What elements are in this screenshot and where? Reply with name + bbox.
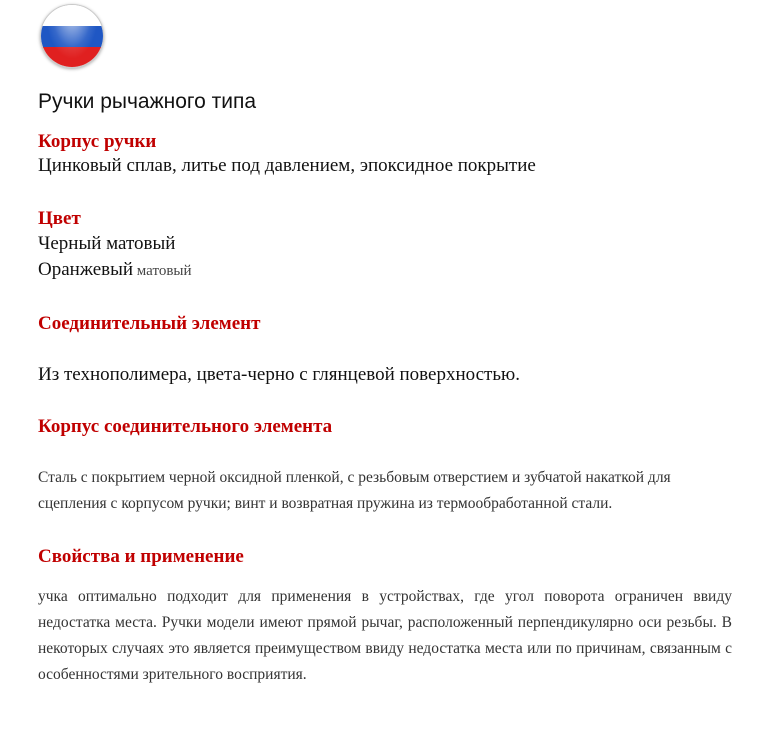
connector-text: Из технополимера, цвета-черно с глянцевой поверхностью. bbox=[38, 364, 520, 385]
section-heading-body: Корпус ручки bbox=[38, 131, 157, 152]
body-material-text: Цинковый сплав, литье под давлением, эпоксидное покрытие bbox=[38, 155, 536, 176]
section-heading-connector-body: Корпус соединительного элемента bbox=[38, 416, 333, 437]
section-heading-connector: Соединительный элемент bbox=[38, 313, 261, 334]
color-option-orange-label: Оранжевый bbox=[38, 259, 134, 280]
russia-flag-icon bbox=[40, 4, 104, 68]
section-heading-color: Цвет bbox=[38, 208, 81, 229]
section-heading-properties: Свойства и применение bbox=[38, 546, 244, 567]
page-title: Ручки рычажного типа bbox=[38, 90, 257, 113]
properties-text: учка оптимально подходит для применения в устройствах, где угол поворота ограничен ввиду недостатка места. Ручки модели имеют прямой рычаг, расположенный перпендикулярно оси резьбы. В некоторых случаях это является преимуществом ввиду недостатка места или по причинам, связанным с особенностями зрительного восприятия. bbox=[38, 588, 732, 683]
connector-body-text: Сталь с покрытием черной оксидной пленкой, с резьбовым отверстием и зубчатой накаткой для сцепления с корпусом ручки; винт и возвратная пружина из термообработанной стали. bbox=[38, 469, 671, 512]
color-option-orange bbox=[38, 259, 192, 281]
color-option-orange-finish: матовый bbox=[133, 263, 192, 279]
color-option-black: Черный матовый bbox=[38, 233, 176, 254]
